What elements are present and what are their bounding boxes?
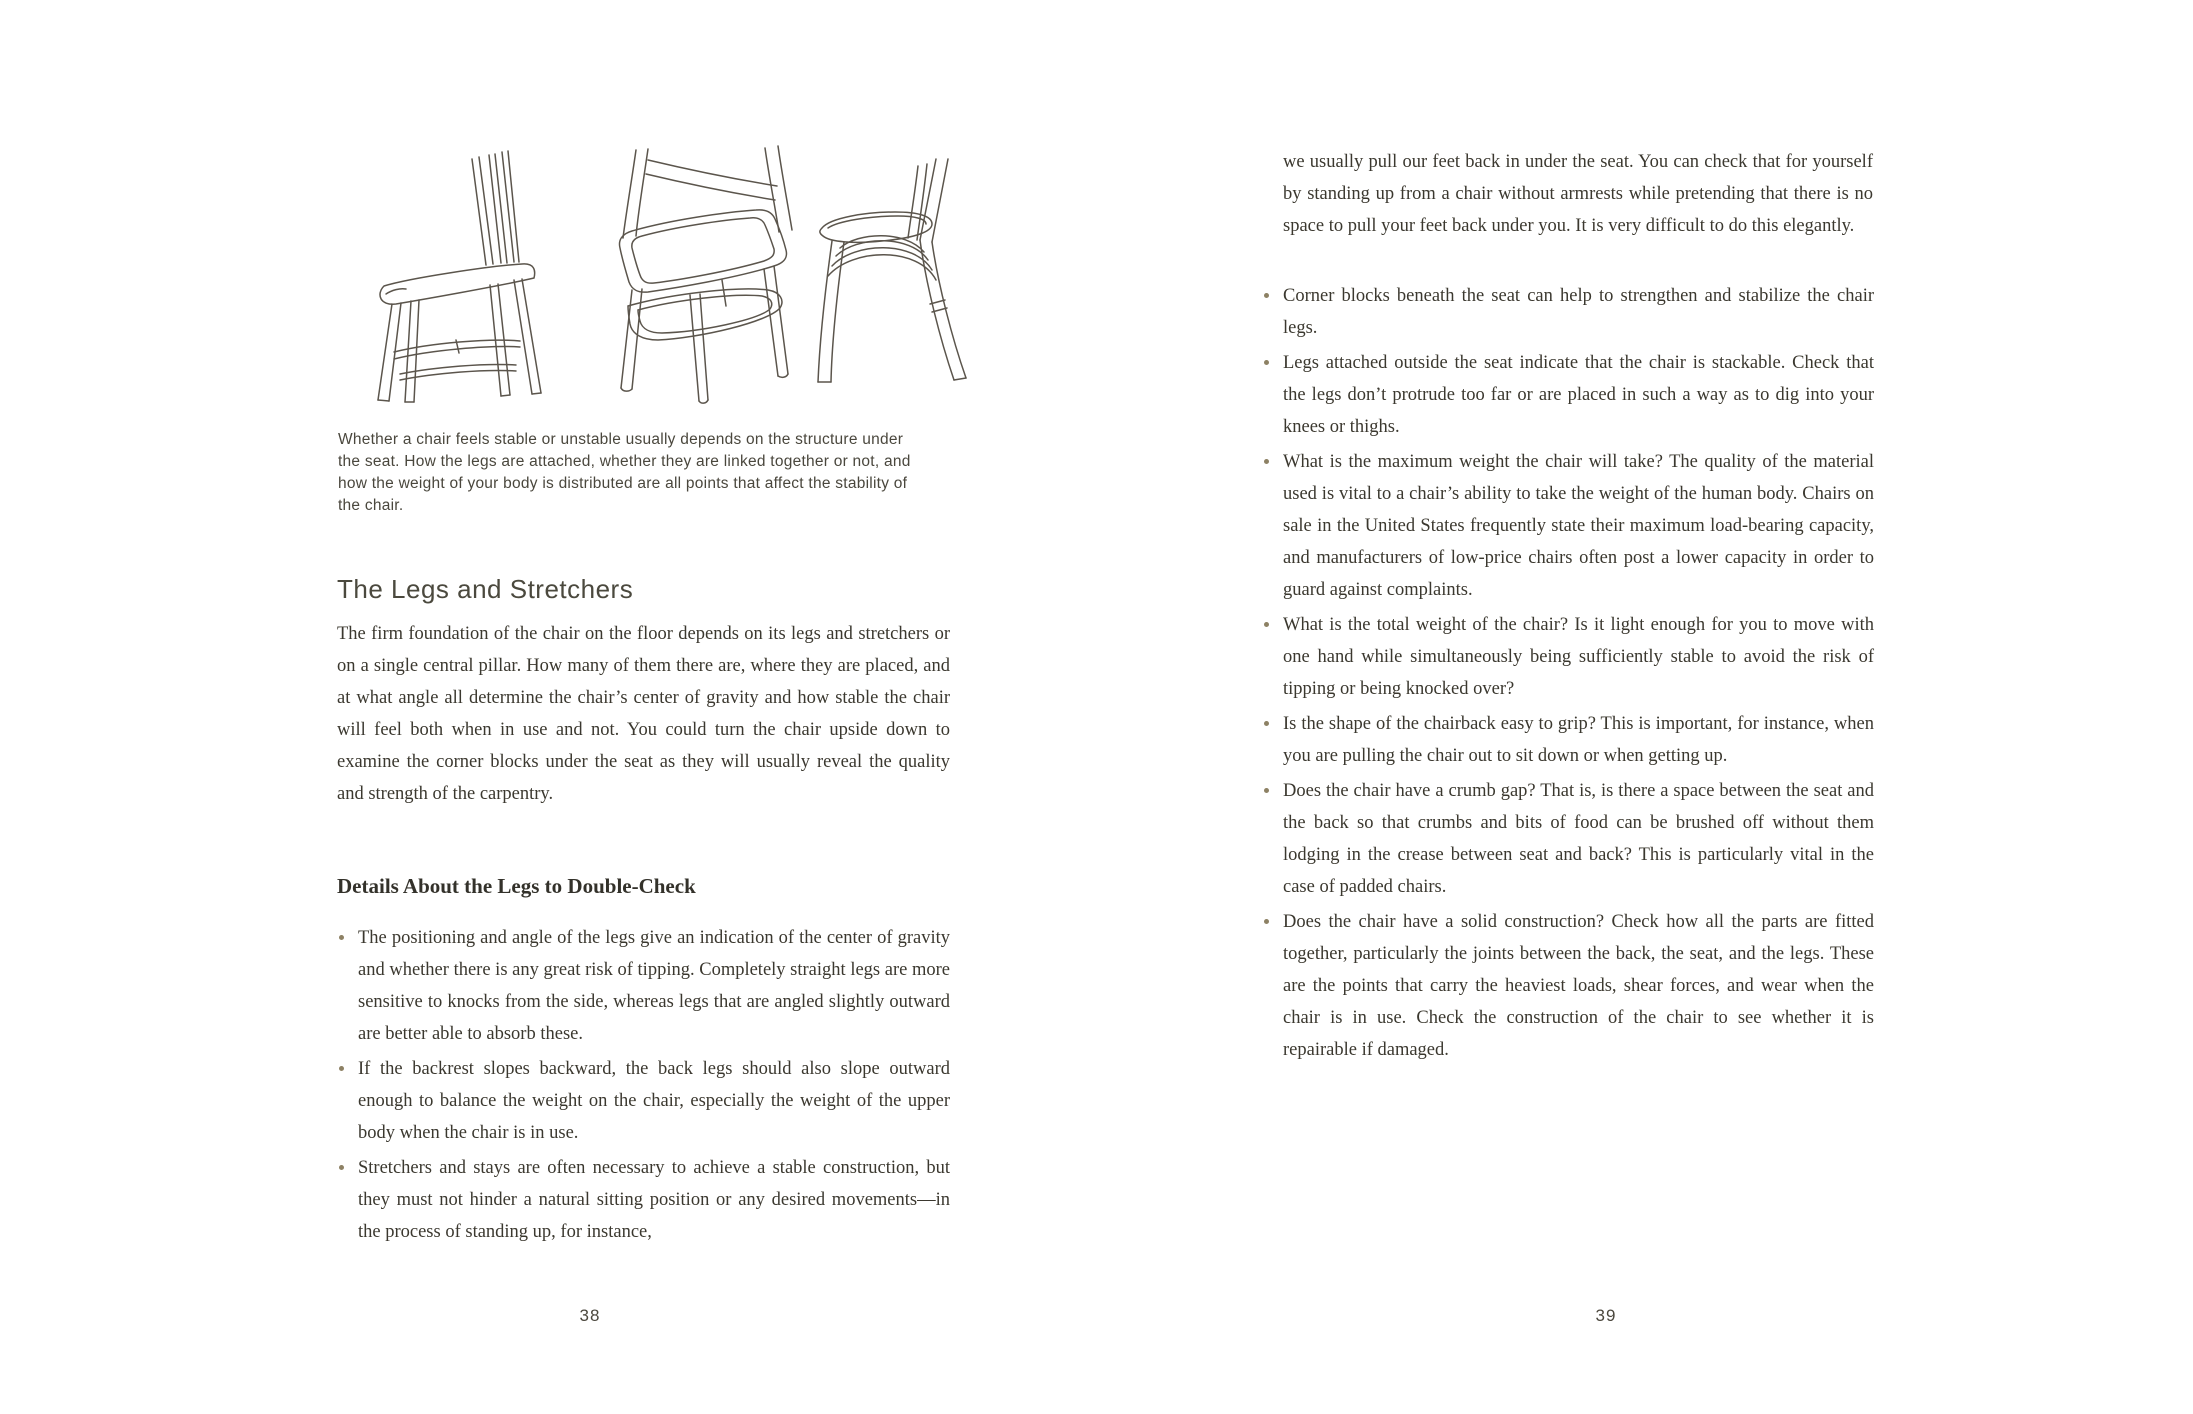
list-item	[1262, 708, 1874, 772]
bullet-icon	[1264, 360, 1269, 365]
bullet-icon	[1264, 459, 1269, 464]
illustration-caption: Whether a chair feels stable or unstable usually depends on the structure under the seat. How the legs are attached, whether they are linked together or not, and how the weight of your body is distributed are all points that affect the stability of the chair.	[338, 430, 911, 514]
list-item	[337, 1053, 950, 1149]
list-item	[1262, 775, 1874, 903]
page-number-left: 38	[579, 1306, 601, 1325]
list-item-text: What is the total weight of the chair? Is it light enough for you to move with one hand while simultaneously being sufficiently stable to avoid the risk of tipping or being knocked over?	[1283, 615, 1874, 699]
list-item-text: If the backrest slopes backward, the back legs should also slope outward enough to balance the weight on the chair, especially the weight of the upper body when the chair is in use.	[358, 1059, 950, 1143]
list-item-text: Does the chair have a crumb gap? That is, is there a space between the seat and the back so that crumbs and bits of food can be brushed off without them lodging in the crease between seat and back? This is particularly vital in the case of padded chairs.	[1283, 781, 1874, 897]
chair-bentwood-side-view	[818, 159, 966, 382]
bullet-icon	[1264, 622, 1269, 627]
list-item-text: Is the shape of the chairback easy to grip? This is important, for instance, when you are pulling the chair out to sit down or when getting up.	[1283, 714, 1874, 766]
page-number-right: 39	[1595, 1306, 1617, 1325]
bullet-icon	[339, 1165, 344, 1170]
list-item	[1262, 446, 1874, 606]
intro-paragraph: The firm foundation of the chair on the floor depends on its legs and stretchers or on a single central pillar. How many of them there are, where they are placed, and at what angle all determine the chair’s center of gravity and how stable the chair will feel both when in use and not. You could turn the chair upside down to examine the corner blocks under the seat as they will usually reveal the quality and strength of the carpentry.	[337, 624, 950, 804]
list-item-text: What is the maximum weight the chair will take? The quality of the material used is vital to a chair’s ability to take the weight of the human body. Chairs on sale in the United States frequently state their maximum load-bearing capacity, and manufacturers of low-price chairs often post a lower capacity in order to guard against complaints.	[1283, 452, 1874, 600]
list-item-text: Corner blocks beneath the seat can help to strengthen and stabilize the chair legs.	[1283, 286, 1874, 338]
list-item	[1262, 280, 1874, 344]
bullet-icon	[1264, 721, 1269, 726]
bullet-icon	[339, 1066, 344, 1071]
list-item-text: Stretchers and stays are often necessary to achieve a stable construction, but they must not hinder a natural sitting position or any desired movements—in the process of standing up, for instance,	[358, 1158, 950, 1242]
chairs-illustration	[370, 144, 998, 416]
list-item	[337, 922, 950, 1050]
bullet-icon	[1264, 919, 1269, 924]
bullet-icon	[1264, 788, 1269, 793]
bullet-icon	[339, 935, 344, 940]
chair-side-rear-view	[378, 151, 541, 402]
list-item	[1262, 906, 1874, 1066]
list-item-text: Legs attached outside the seat indicate that the chair is stackable. Check that the legs don’t protrude too far or are placed in such a way as to dig into your knees or thighs.	[1283, 353, 1874, 437]
list-item	[1262, 609, 1874, 705]
continuation-paragraph: we usually pull our feet back in under the seat. You can check that for yourself by standing up from a chair without armrests while pretending that there is no space to pull your feet back under you. It is very difficult to do this elegantly.	[1283, 152, 1873, 236]
section-heading: The Legs and Stretchers	[337, 574, 634, 604]
list-item	[1262, 347, 1874, 443]
chair-checklist	[1262, 280, 1874, 1069]
list-item	[337, 1152, 950, 1248]
chair-front-top-view	[620, 146, 793, 403]
list-item-text: Does the chair have a solid construction? Check how all the parts are fitted together, particularly the joints between the back, the seat, and the legs. These are the points that carry the heaviest loads, shear forces, and wear when the chair is in use. Check the construction of the chair to see whether it is repairable if damaged.	[1283, 912, 1874, 1060]
bullet-icon	[1264, 293, 1269, 298]
three-chairs-line-drawing-icon	[370, 144, 998, 416]
subsection-heading: Details About the Legs to Double-Check	[337, 874, 696, 898]
legs-checklist	[337, 922, 950, 1251]
list-item-text: The positioning and angle of the legs give an indication of the center of gravity and whether there is any great risk of tipping. Completely straight legs are more sensitive to knocks from the side, whereas legs that are angled slightly outward are better able to absorb these.	[358, 928, 950, 1044]
